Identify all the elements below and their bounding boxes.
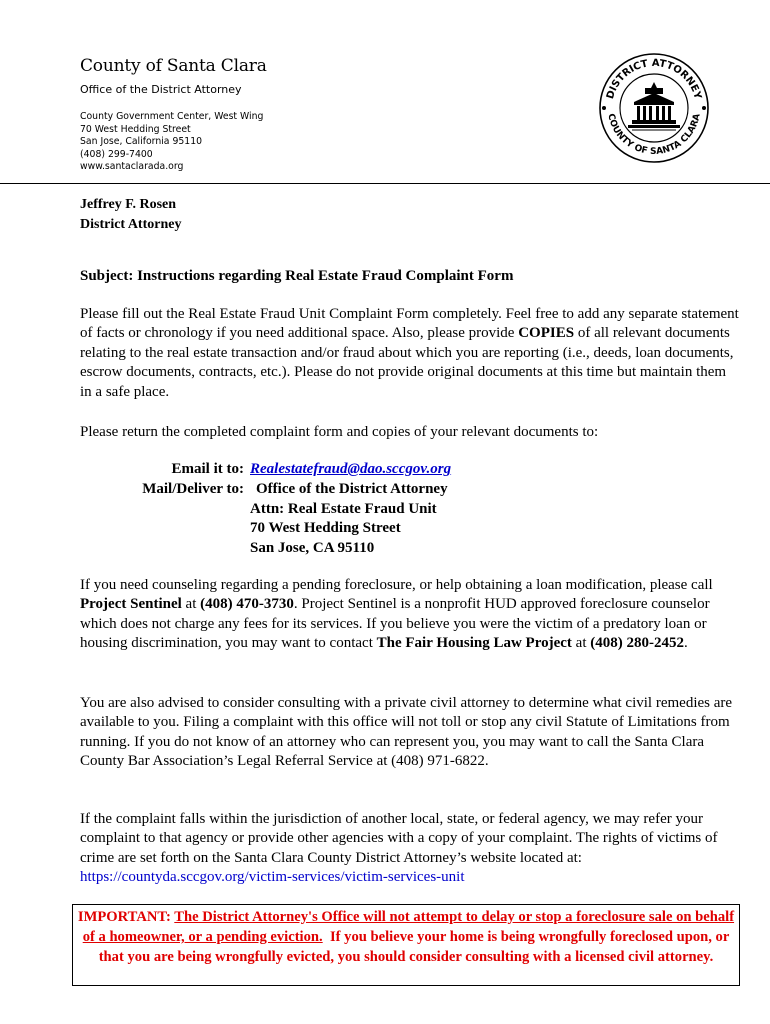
signatory-block xyxy=(80,195,181,235)
address-line: 70 West Hedding Street xyxy=(80,123,191,135)
project-sentinel-phone: (408) 470-3730 xyxy=(200,596,294,613)
important-underlined: The District Attorney's Office will not attempt to delay or stop a foreclosure sale on behalf of a homeowner, or a pending eviction. xyxy=(82,909,735,945)
para3-c: at xyxy=(181,596,201,613)
paragraph-return: Please return the completed complaint form and copies of your relevant documents to: xyxy=(80,424,599,440)
mail-line: 70 West Hedding Street xyxy=(250,520,401,536)
email-label: Email it to: xyxy=(171,461,244,477)
para1-copies: COPIES xyxy=(518,325,575,342)
courthouse-icon xyxy=(628,82,680,130)
fair-housing-phone: (408) 280-2452 xyxy=(590,635,684,652)
paragraph-civil-attorney: You are also advised to consider consulting with a private civil attorney to determine what civil remedies are available to you. Filing a complaint with this office will not toll or stop any civil Statute of Limitations from running. If you do not know of an attorney who can represent you, you may want to call the Santa Clara County Bar Association’s Legal Referral Service at (408) 971-6822. xyxy=(80,695,733,770)
letterhead xyxy=(80,55,267,174)
da-name: Jeffrey F. Rosen xyxy=(80,197,177,212)
address-line: San Jose, California 95110 xyxy=(80,136,203,147)
important-label: IMPORTANT: xyxy=(77,909,171,925)
para1-a: Please fill out the Real Estate Fraud Unit Complaint Form completely. Feel free to add any separate statement of facts or chronology if you need additional space. Also, please provide xyxy=(80,306,739,342)
mail-line: Office of the District Attorney xyxy=(256,481,448,497)
header-divider xyxy=(0,183,770,184)
mail-label: Mail/Deliver to: xyxy=(142,481,244,497)
victim-services-link[interactable]: https://countyda.sccgov.org/victim-services/victim-services-unit xyxy=(80,869,465,886)
para3-g: at xyxy=(571,635,591,652)
email-link[interactable]: Realestatefraud@dao.sccgov.org xyxy=(250,461,452,477)
para1-c: of all relevant documents relating to the real estate transaction and/or fraud about which you are reporting (i.e., deeds, loan documents, escrow documents, contracts, etc.). Please do not provide original documents at this time but maintain them in a safe place. xyxy=(80,325,734,400)
project-sentinel: Project Sentinel xyxy=(80,596,182,613)
county-name: County of Santa Clara xyxy=(80,56,267,76)
subject-line: Subject: Instructions regarding Real Estate Fraud Complaint Form xyxy=(80,268,514,284)
para5-text: If the complaint falls within the jurisdiction of another local, state, or federal agency, we may refer your complaint to that agency or provide other agencies with a copy of your complaint. The rights of victims of crime are set forth on the Santa Clara County District Attorney’s website located at: xyxy=(80,811,718,866)
address-line: (408) 299-7400 xyxy=(80,148,153,160)
important-notice xyxy=(72,904,740,986)
seal-top-text: DISTRICT ATTORNEY xyxy=(605,57,703,101)
fair-housing-law-project: The Fair Housing Law Project xyxy=(376,635,572,652)
letterhead-address xyxy=(80,111,267,174)
office-name: Office of the District Attorney xyxy=(80,83,242,96)
para3-a: If you need counseling regarding a pending foreclosure, or help obtaining a loan modification, please call xyxy=(80,577,713,593)
para3-i: . xyxy=(683,635,688,652)
paragraph-jurisdiction xyxy=(80,810,740,888)
mail-line: Attn: Real Estate Fraud Unit xyxy=(250,500,437,517)
seal-bottom-text: COUNTY OF SANTA CLARA xyxy=(605,112,703,158)
address-line: www.santaclarada.org xyxy=(80,161,184,172)
para3-e: . Project Sentinel is a nonprofit HUD approved foreclosure counselor which does not charge any fees for its services. If you believe you were the victim of a predatory loan or housing discrimination, you may want to contact xyxy=(80,596,710,652)
paragraph-instructions xyxy=(80,305,740,402)
mail-line: San Jose, CA 95110 xyxy=(250,539,375,556)
da-title: District Attorney xyxy=(80,217,182,232)
address-line: County Government Center, West Wing xyxy=(80,111,264,122)
district-attorney-seal xyxy=(598,52,710,164)
important-rest: If you believe your home is being wrongfully foreclosed upon, or that you are being wrongfully evicted, you should consider consulting with a licensed civil attorney. xyxy=(98,929,730,965)
paragraph-counseling xyxy=(80,576,740,654)
